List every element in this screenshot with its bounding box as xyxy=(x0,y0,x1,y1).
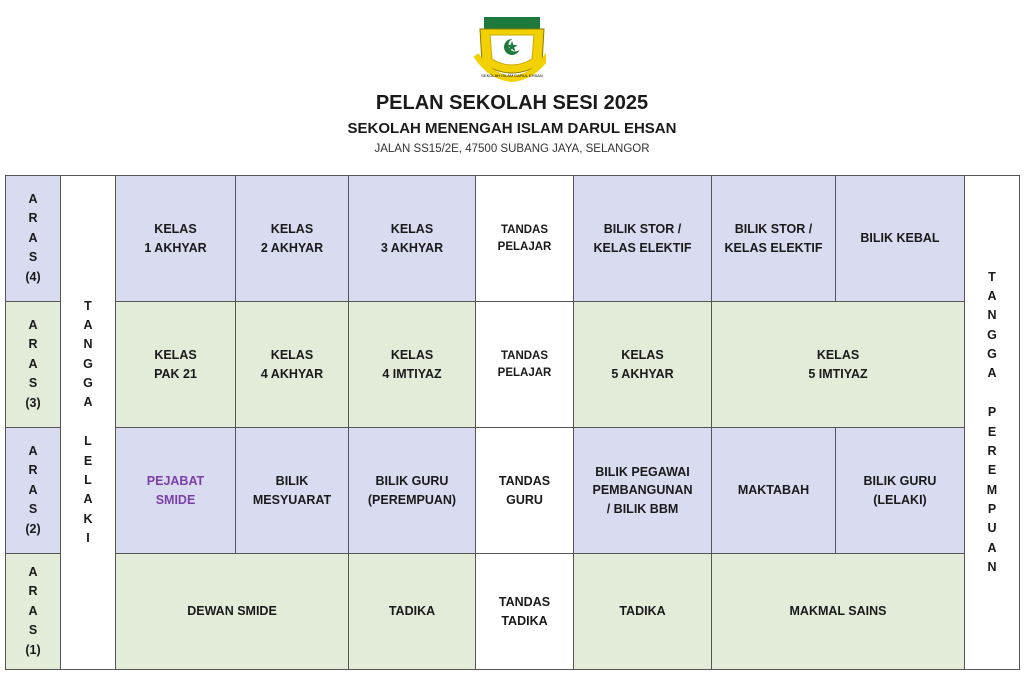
floor-label-1: A R A S (1) xyxy=(6,554,61,670)
room-tadika-1: TADIKA xyxy=(349,554,476,670)
room-kelas-3-akhyar: KELAS 3 AKHYAR xyxy=(349,176,476,302)
room-bilik-stor-2: BILIK STOR / KELAS ELEKTIF xyxy=(712,176,836,302)
room-kelas-5-imtiyaz: KELAS 5 IMTIYAZ xyxy=(712,302,965,428)
room-tandas-tadika: TANDAS TADIKA xyxy=(476,554,574,670)
stairs-lelaki: T A N G G A L E L A K I xyxy=(61,176,116,670)
floor-label-3: A R A S (3) xyxy=(6,302,61,428)
floor-label-2: A R A S (2) xyxy=(6,428,61,554)
room-kelas-1-akhyar: KELAS 1 AKHYAR xyxy=(116,176,236,302)
room-bilik-pegawai-pembangunan: BILIK PEGAWAI PEMBANGUNAN / BILIK BBM xyxy=(574,428,712,554)
room-dewan-smide: DEWAN SMIDE xyxy=(116,554,349,670)
room-tadika-2: TADIKA xyxy=(574,554,712,670)
room-kelas-4-imtiyaz: KELAS 4 IMTIYAZ xyxy=(349,302,476,428)
room-tandas-pelajar-4: TANDAS PELAJAR xyxy=(476,176,574,302)
room-kelas-2-akhyar: KELAS 2 AKHYAR xyxy=(236,176,349,302)
room-tandas-guru: TANDAS GURU xyxy=(476,428,574,554)
room-kelas-4-akhyar: KELAS 4 AKHYAR xyxy=(236,302,349,428)
school-logo xyxy=(470,15,546,85)
room-kelas-pak-21: KELAS PAK 21 xyxy=(116,302,236,428)
room-pejabat-smide: PEJABAT SMIDE xyxy=(116,428,236,554)
room-bilik-mesyuarat: BILIK MESYUARAT xyxy=(236,428,349,554)
room-bilik-guru-lelaki: BILIK GURU (LELAKI) xyxy=(836,428,965,554)
room-bilik-guru-perempuan: BILIK GURU (PEREMPUAN) xyxy=(349,428,476,554)
floor-label-4: A R A S (4) xyxy=(6,176,61,302)
logo-caption: SEKOLAH ISLAM DARUL EHSAN xyxy=(481,73,543,78)
floor-plan-grid xyxy=(5,175,1020,670)
room-kelas-5-akhyar: KELAS 5 AKHYAR xyxy=(574,302,712,428)
page-title: PELAN SEKOLAH SESI 2025 xyxy=(375,92,649,114)
stairs-perempuan: T A N G G A P E R E M P U A N xyxy=(965,176,1020,670)
logo-green-band xyxy=(484,17,540,29)
room-bilik-stor-1: BILIK STOR / KELAS ELEKTIF xyxy=(574,176,712,302)
school-name: SEKOLAH MENENGAH ISLAM DARUL EHSAN xyxy=(347,120,677,137)
room-maktabah: MAKTABAH xyxy=(712,428,836,554)
room-tandas-pelajar-3: TANDAS PELAJAR xyxy=(476,302,574,428)
room-bilik-kebal: BILIK KEBAL xyxy=(836,176,965,302)
school-address: JALAN SS15/2E, 47500 SUBANG JAYA, SELANGOR xyxy=(374,143,650,155)
room-makmal-sains: MAKMAL SAINS xyxy=(712,554,965,670)
